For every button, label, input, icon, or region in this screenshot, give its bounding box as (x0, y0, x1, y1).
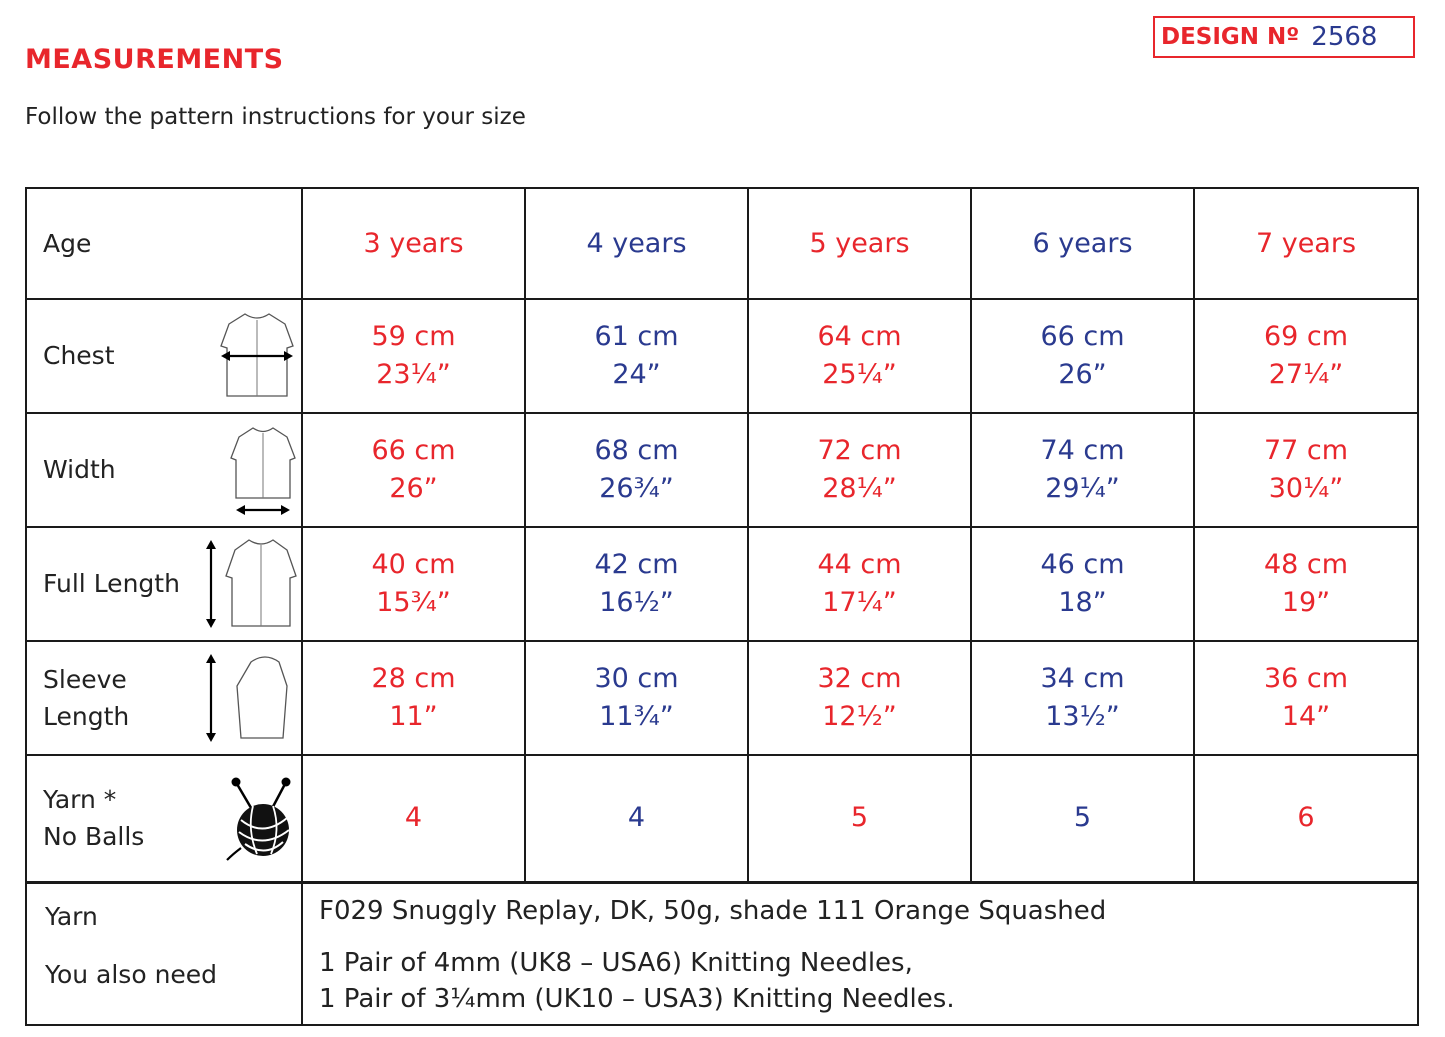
yarn-balls-value: 5 (748, 755, 971, 882)
yarn-label-line2: No Balls (43, 822, 145, 851)
cardigan-length-icon (199, 536, 299, 632)
sleeve-length-value: 28 cm 11” (302, 641, 525, 755)
yarn-ball-icon (223, 776, 299, 862)
full-length-label-cell (26, 527, 302, 641)
full-length-label: Full Length (43, 569, 180, 598)
sleeve-length-row (26, 641, 1418, 755)
chest-row (26, 299, 1418, 413)
design-number-box (1153, 16, 1415, 58)
needles-line-1: 1 Pair of 4mm (UK8 – USA6) Knitting Needles, (319, 947, 913, 978)
also-need-label: You also need (45, 959, 218, 989)
chest-label: Chest (43, 341, 115, 370)
full-length-value: 46 cm 18” (971, 527, 1194, 641)
measurements-table (25, 187, 1419, 1026)
page-title: MEASUREMENTS (25, 44, 284, 75)
page-subtitle: Follow the pattern instructions for your size (25, 104, 526, 130)
sleeve-length-value: 34 cm 13½” (971, 641, 1194, 755)
age-label: Age (43, 229, 92, 258)
yarn-balls-label-cell (26, 755, 302, 882)
sleeve-length-value: 32 cm 12½” (748, 641, 971, 755)
width-value: 74 cm 29¼” (971, 413, 1194, 527)
yarn-info-label: Yarn (45, 901, 98, 931)
design-label: DESIGN Nº (1161, 24, 1300, 50)
chest-value: 66 cm 26” (971, 299, 1194, 413)
width-value: 68 cm 26¾” (525, 413, 748, 527)
size-header: 5 years (748, 188, 971, 299)
full-length-row (26, 527, 1418, 641)
sleeve-length-value: 30 cm 11¾” (525, 641, 748, 755)
yarn-balls-value: 4 (302, 755, 525, 882)
yarn-info-value: F029 Snuggly Replay, DK, 50g, shade 111 Orange Squashed (319, 895, 1107, 926)
size-header: 3 years (302, 188, 525, 299)
cardigan-chest-icon (217, 308, 297, 404)
yarn-label-line1: Yarn * (43, 785, 117, 814)
chest-label-cell (26, 299, 302, 413)
chest-value: 64 cm 25¼” (748, 299, 971, 413)
sleeve-length-label-cell (26, 641, 302, 755)
sleeve-label-line1: Sleeve (43, 665, 127, 694)
full-length-value: 40 cm 15¾” (302, 527, 525, 641)
design-number: 2568 (1311, 22, 1378, 52)
age-label-cell (26, 188, 302, 299)
full-length-value: 48 cm 19” (1194, 527, 1418, 641)
size-header: 4 years (525, 188, 748, 299)
yarn-info-labels (26, 882, 302, 1025)
chest-value: 69 cm 27¼” (1194, 299, 1418, 413)
yarn-balls-value: 4 (525, 755, 748, 882)
yarn-balls-value: 5 (971, 755, 1194, 882)
chest-value: 59 cm 23¼” (302, 299, 525, 413)
sleeve-label-line2: Length (43, 702, 130, 731)
yarn-balls-row (26, 755, 1418, 882)
yarn-info-values (302, 882, 1418, 1025)
sleeve-length-icon (199, 650, 299, 746)
full-length-value: 42 cm 16½” (525, 527, 748, 641)
cardigan-width-icon (227, 422, 299, 520)
width-label-cell (26, 413, 302, 527)
width-value: 66 cm 26” (302, 413, 525, 527)
chest-value: 61 cm 24” (525, 299, 748, 413)
full-length-value: 44 cm 17¼” (748, 527, 971, 641)
width-label: Width (43, 455, 116, 484)
yarn-info-row (26, 882, 1418, 1025)
size-header: 7 years (1194, 188, 1418, 299)
needles-line-2: 1 Pair of 3¼mm (UK10 – USA3) Knitting Needles. (319, 983, 955, 1014)
age-row (26, 188, 1418, 299)
width-row (26, 413, 1418, 527)
width-value: 72 cm 28¼” (748, 413, 971, 527)
width-value: 77 cm 30¼” (1194, 413, 1418, 527)
yarn-balls-value: 6 (1194, 755, 1418, 882)
size-header: 6 years (971, 188, 1194, 299)
sleeve-length-value: 36 cm 14” (1194, 641, 1418, 755)
